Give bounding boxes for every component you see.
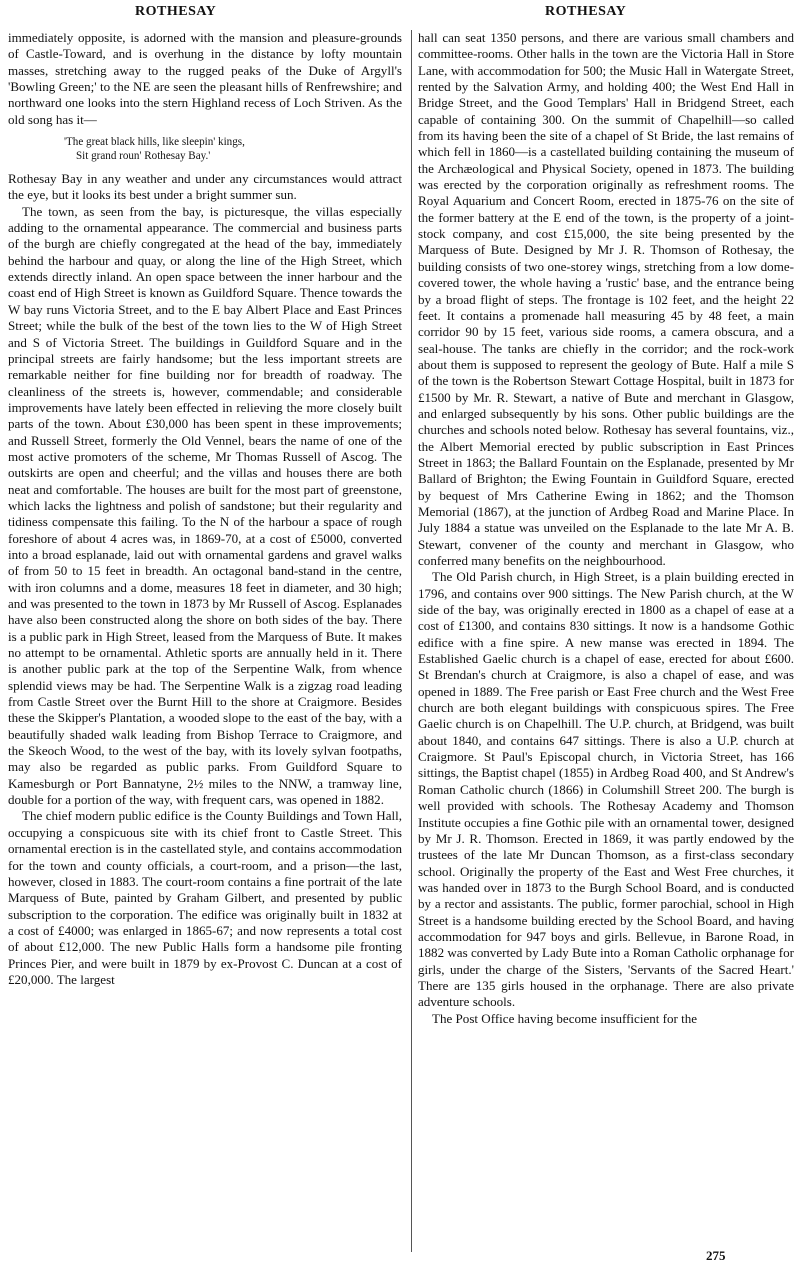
paragraph-edifice: The chief modern public edifice is the County Buildings and Town Hall, occupying a conspicuous site with its chief front to Castle Street. This ornamental erection is in the castellated style, and contains accommodation for the town and county officials, a court-room, and a prison—the last, however, closed in 1883. The court-room contains a fine portrait of the late Marquess of Bute, painted by Graham Gilbert, and presented by public subscription to the corporation. The edifice was originally built in 1832 at a cost of £4000; was enlarged in 1865-67; and now represents a total cost of about £12,000. The new Public Halls form a handsome pile fronting Princes Pier, and were built in 1879 by ex-Provost C. Duncan at a cost of £20,000. The largest (8, 808, 402, 987)
paragraph-after-quote: Rothesay Bay in any weather and under any circumstances would attract the eye, but it looks its best under a bright summer sun. (8, 171, 402, 203)
running-header-right: ROTHESAY (545, 4, 627, 19)
paragraph-intro: immediately opposite, is adorned with the mansion and pleasure-grounds of Castle-Toward, and is overhung in the distance by lofty mountain masses, stretching away to the rugged peaks of the Duke of Argyll's 'Bowling Green;' to the NE are seen the pleasant hills of Renfrewshire; and northward one looks into the stern Highland recess of Loch Striven. As the old song has it— (8, 30, 402, 127)
column-divider (411, 30, 412, 1252)
verse-quote (64, 136, 402, 163)
paragraph-halls: hall can seat 1350 persons, and there are various small chambers and committee-rooms. Other halls in the town are the Victoria Hall in Store Lane, with accommodation for 500; the Music Hall in Watergate Street, rented by the Salvation Army, and holding 400; the West End Hall in Bridge Street, and the Good Templars' Hall in Bridgend Street, each capable of containing 300. On the summit of Chapelhill—so called from its having been the site of a chapel of St Bride, the last remains of which fell in 1860—is a castellated building containing the museum of the Archæological and Physical Society, opened in 1873. The building was erected by the corporation originally as refreshment rooms. The Royal Aquarium and Concert Room, erected in 1875-76 on the site of the former battery at the E end of the town, is the property of a joint-stock company, and cost £15,000, the site being presented by the Marquess of Bute. Designed by Mr J. R. Thomson of Rothesay, the building consists of two one-storey wings, stretching from a low dome-covered tower, the whole having a 'rustic' base, and the entrance being by a broad flight of steps. The frontage is 102 feet, and the height 22 feet. It contains a promenade hall measuring 45 by 48 feet, a main corridor 90 by 15 feet, various side rooms, a camera obscura, and a seal-house. The tanks are chiefly in the corridor; and the rock-work about them is supposed to represent the geology of Bute. Half a mile S of the town is the Robertson Stewart Cottage Hospital, built in 1873 for £1500 by Mr. R. Stewart, a native of Bute and merchant in Glasgow, and enlarged subsequently by his sons. Other public buildings are the churches and schools noted below. Rothesay has several fountains, viz., the Albert Memorial erected by public subscription in East Princes Street in 1863; the Ballard Fountain on the Esplanade, presented by Mr Ballard of Brighton; the Ewing Fountain in Guildford Square, erected by bequest of Mrs Catherine Ewing in 1862; and the Thomson Memorial (1867), at the junction of Ardbeg Road and Marine Place. In July 1884 a statue was unveiled on the Esplanade to the late Mr A. B. Stewart, convener of the county and merchant in Glasgow, who conferred many benefits on the neighbourhood. (418, 30, 794, 568)
page-number: 275 (706, 1248, 726, 1263)
quote-line-2: Sit grand roun' Rothesay Bay.' (76, 149, 211, 162)
running-header-left: ROTHESAY (135, 4, 217, 19)
paragraph-post-office: The Post Office having become insufficient for the (432, 1010, 698, 1026)
right-column (418, 30, 794, 1250)
quote-line-1: 'The great black hills, like sleepin' kings, (64, 136, 245, 149)
paragraph-churches: The Old Parish church, in High Street, is a plain building erected in 1796, and contains over 900 sittings. The New Parish church, at the W side of the bay, was originally erected in 1800 as a chapel of ease at a cost of £1300, and contains 830 sittings. It now is a handsome Gothic edifice with a fine spire. A new manse was erected in 1894. The Established Gaelic church is a chapel of ease, erected for about £600. St Brendan's church at Craigmore, is also a chapel of ease, and was opened in 1889. The Free parish or East Free church and the West Free church are both elegant buildings with conspicuous spires. The Free Gaelic church is on Chapelhill. The U.P. church, at Bridgend, was built about 1840, and contains 647 sittings. There is also a U.P. church at Craigmore. St Paul's Episcopal church, in Victoria Street, has 166 sittings, the Baptist chapel (1855) in Ardbeg Road 400, and St Andrew's Roman Catholic church (1866) in Columshill Street 200. The burgh is well provided with schools. The Rothesay Academy and Thomson Institute occupies a fine Gothic pile with an ornamental tower, designed by Mr J. R. Thomson. Erected in 1869, it was partly endowed by the trustees of the late Mr Duncan Thomson, as a first-class secondary school. Originally the property of the East and West Free churches, it was handed over in 1873 to the Burgh School Board, and is conducted by a rector and assistants. The public, former parochial, school in High Street is a handsome building erected by the School Board, and having accommodation for 947 boys and girls. Bellevue, in Barone Road, in 1882 was converted by Lady Bute into a Roman Catholic orphanage for girls, under the charge of the Sisters, 'Servants of the Sacred Heart.' There are 135 girls housed in the orphanage. There are also private adventure schools. (418, 569, 794, 1010)
left-column (8, 30, 402, 1250)
paragraph-town: The town, as seen from the bay, is picturesque, the villas especially adding to the ornamental appearance. The commercial and business parts of the burgh are chiefly congregated at the head of the bay, immediately behind the harbour and quay, or along the line of the High Street, which extends directly inland. An open space between the inner harbour and the coast end of High Street is known as Guildford Square. Thence towards the W bay runs Victoria Street, and to the E bay Albert Place and East Princes Street; while the bulk of the best of the town lies to the W of High Street and S of Victoria Street. The buildings in Guildford Square and in the principal streets are fairly handsome; but the less important streets are remarkable neither for fine building nor for breadth of roadway. The cleanliness of the streets is, however, commendable; and considerable improvements have lately been effected in relieving the more closely built parts of the town. About £30,000 has been spent in these improvements; and Russell Street, formerly the Old Vennel, bears the name of one of the most active promoters of the scheme, Mr Thomas Russell of Ascog. The outskirts are open and cheerful; and the villas and houses there are both neat and comfortable. The houses are built for the most part of greenstone, which lacks the lightness and polish of sandstone; but their regularity and tidiness compensate this failing. To the N of the harbour a space of rough foreshore of about 4 acres was, in 1869-70, at a cost of £5000, converted into a broad esplanade, laid out with ornamental gardens and gravel walks of from 50 to 15 feet in breadth. An octagonal band-stand in the centre, with iron columns and a dome, measures 18 feet in diameter, and 30 high; and was presented to the town in 1873 by Mr Russell of Ascog. Esplanades have also been constructed along the shore on both sides of the bay. There is a public park in High Street, leased from the Marquess of Bute. It makes no attempt to be ornamental. Athletic sports are annually held in it. There is another public park at the top of the Serpentine Walk, from whence splendid views may be had. The Serpentine Walk is a zigzag road leading from Castle Street over the Burnt Hill to the shore at Craigmore. Besides these the Skipper's Plantation, a wooded slope to the east of the bay, with a beautifully shaded walk leading from Bishop Terrace to Craigmore, and the Skeoch Wood, to the west of the bay, with its lovely sylvan footpaths, may also be regarded as public parks. From Guildford Square to Kamesburgh or Port Bannatyne, 2½ miles to the NNW, a tramway line, double for a portion of the way, with frequent cars, was opened in 1882. (8, 203, 402, 808)
